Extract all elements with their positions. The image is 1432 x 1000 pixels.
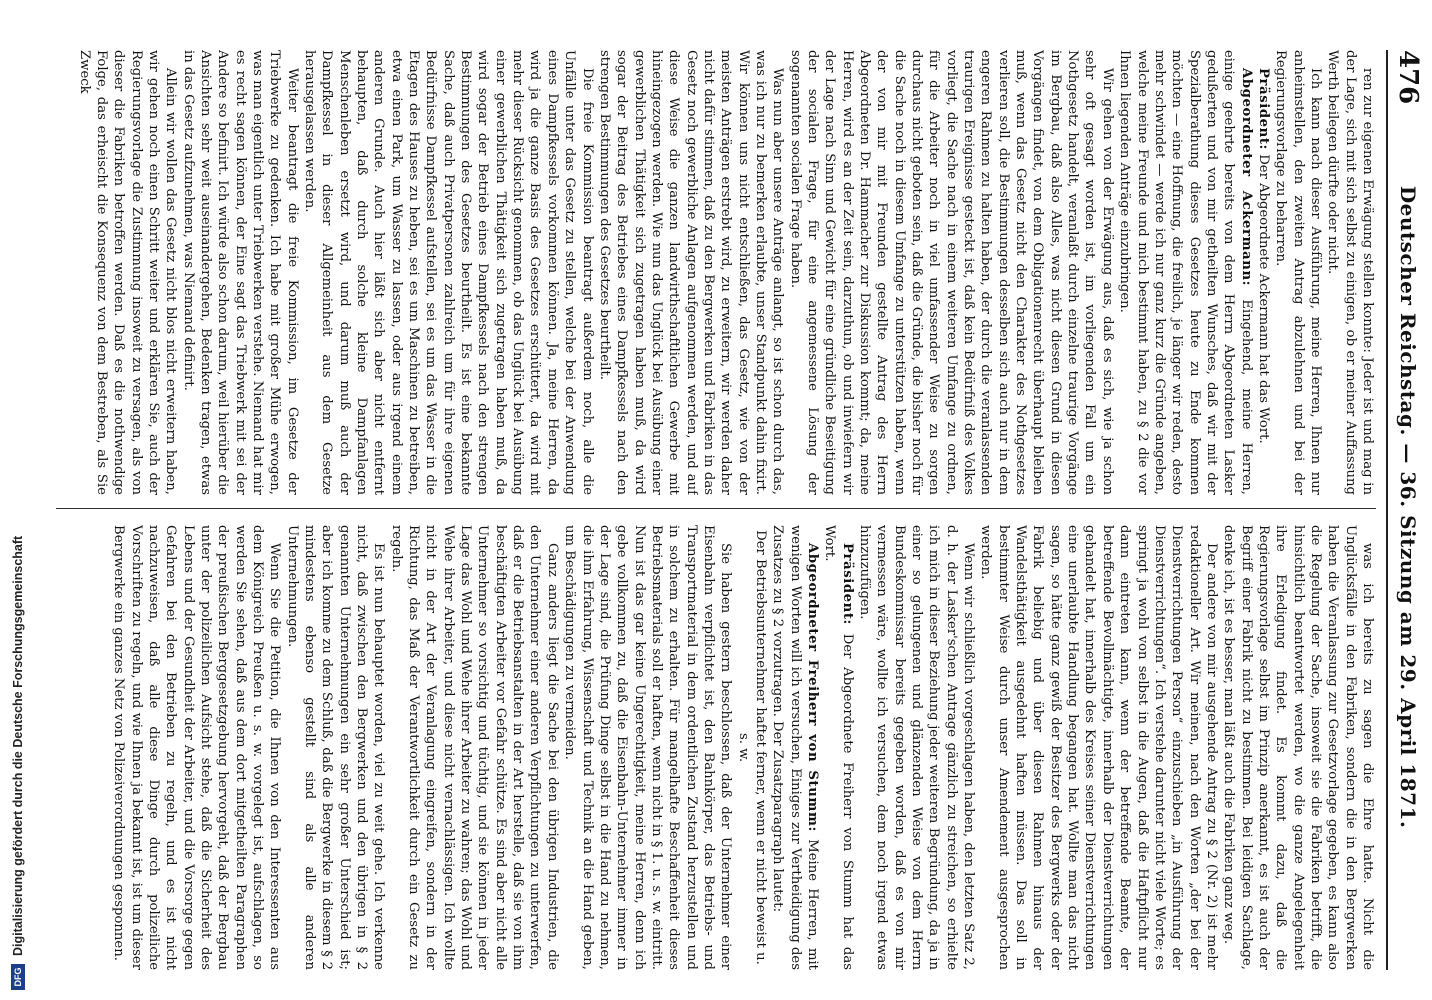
page-header: [1386, 50, 1428, 970]
digitization-credit-strip: [0, 0, 36, 1000]
right-column: [56, 525, 1376, 970]
paragraph: Es ist nun behauptet worden, viel zu weit gehe. Ich verkenne nicht, daß zwischen den Bergwerken und den übrigen in § 2 genannten Unternehmungen ein sehr großer Unterschied ist; aber ich komme zu dem Schluß, daß die Bergwerke in diesem § 2 mindestens ebenso gestellt sind als alle anderen Unternehmungen.: [284, 525, 387, 970]
paragraph: Sie haben gestern beschlossen, daß der Unternehmer einer Eisenbahn verpflichtet ist, den Bahnkörper, das Betriebs- und Transportmaterial in dem ordentlichen Zustand herzustellen und in solchem zu erhalten. Für mangelhafte Beschaffenheit dieses Betriebsmaterials soll er haften, wenn nicht in § 1. u. s. w. eintritt. Nun ist das gar keine Ungerechtigkeit, meine Herren, denn ich gebe vollkommen zu, daß die Eisenbahn-Unternehmer immer in der Lage sind, die Prüfung Dinge selbst in die Hand zu nehmen, die ihm Erfahrung, Wissenschaft und Technik an die Hand geben, um Beschädigungen zu vermeiden.: [562, 525, 734, 970]
paragraph: Die freie Kommission beantragt außerdem noch, alle die Unfälle unter das Gesetz zu stellen, welche bei der Anwendung eines Dampfkessels vorkommen können. Ja, meine Herren, da wird ja die ganze Basis des Gesetzes erschüttert, da wird mit mehr dieser Rücksicht genommen, ob das Unglück bei Ausübung einer gewerblichen Thätigkeit sich zugetragen haben muß, da wird sogar der Betrieb eines Dampfkessels nach den strengen Bestimmungen des Gesetzes beurtheilt. Es ist eine bekannte Sache, daß auch Privatpersonen zahlreich um für ihre eigenen Bedürfnisse Dampfkessel aufstellen, sei es um das Wasser in die Etagen des Hauses zu heben, sei es um Maschinen zu betreiben, etwa einen Park, um Wasser zu lassen, oder aus irgend einem anderen Grunde. Auch hier läßt sich aber nicht entfernt behaupten, daß durch solche kleine Dampfanlagen Menschenleben ersetzt wird, und darum muß auch der Dampfkessel in dieser Allgemeinheit aus dem Gesetze herausgelassen werden.: [302, 50, 595, 495]
dfg-logo-icon: DFG: [11, 964, 25, 990]
speaker-name: Abgeordneter Freiherr von Stumm:: [805, 543, 820, 832]
speaker-name: Präsident:: [839, 543, 855, 626]
scanned-page: [44, 30, 1432, 990]
speech-paragraph: [769, 525, 821, 970]
quoted-paragraph: Der Betriebsunternehmer haftet ferner, wenn er nicht beweist u. s. w.: [735, 530, 768, 965]
speech-paragraph: [1255, 50, 1272, 495]
running-title: Deutscher Reichstag. — 36. Sitzung am 29. April 1871.: [1396, 185, 1420, 829]
speech-text: Meine Herren, mit wenigen Worten will ich versuchen, Einiges zur Vertheidigung des Zusatzes zu § 2 vorzutragen. Der Zusatzparagraph lautet:: [770, 525, 820, 970]
speaker-name: Abgeordneter Ackermann:: [1238, 68, 1254, 287]
speech-text: Der Abgeordnete Ackermann hat das Wort.: [1255, 154, 1271, 444]
paragraph: Der andere von mir ausgehende Antrag zu § 2 (Nr. 2) ist mehr redaktioneller Art. Wir meinen, nach den Worten „der bei der Dienstverrichtungen Person“ einzuschieben „in Ausführung der Dienstverrichtungen“. Ich verstehe darunter nicht viele Worte; es springt ja wohl von selbst in die Augen, daß die Haftpflicht nur dann eintreten kann, wenn der betreffende Beamte, der betreffende Bevollmächtigte, innerhalb der Dienstverrichtungen gehandelt hat, innerhalb des Kreises seiner Dienstverrichtungen eine unerlaubte Handlung begangen hat. Wollte man das nicht sagen, so hätte ganz gewiß der Besitzer des Bergwerks oder der Fabrik beliebig und über diesen Rahmen hinaus der Wandelsthätigkeit ausgedehnt haften müssen. Das soll in bestimmter Weise durch unser Amendement ausgesprochen werden.: [978, 525, 1219, 970]
paragraph: Ganz anders liegt die Sache bei den übrigen Industrien, die den Unternehmer einer anderen Verpflichtungen zu unterwerfen, daß er die Betriebsanstalten in der Art herstelle, daß sie von ihm beschäftigten Arbeiter vor Gefahr schütze. Es sind aber nicht alle Unternehmer so vorsichtig und tüchtig, und sie können in jeder Lage das Wohl und Wehe ihrer Arbeiter zu wahren; das Wohl und Wehe ihrer Arbeiter, und diese nicht vernachlässigen. Ich wollte nicht in der Art der Veranlagung eingreifen, sondern in der Richtung, das Maß der Verantwortlichkeit durch ein Gesetz zu regeln.: [388, 525, 560, 970]
scanned-page-area: [44, 30, 1432, 990]
speech-paragraph: [1116, 50, 1255, 495]
paragraph: Weiter beantragt die freie Kommission, im Gesetze der Triebwerke zu gedenken. Ich habe mit großer Mühe erwogen, was man eigentlich unter Triebwerken verstehe. Niemand hat mir es recht sagen können, der Eine sagt das Triebwerk mit sei der Andere so befinirt. Ich würde also schon darum, weil hierüber die Ansichten sehr weit auseinandergehen, Bedenken tragen, etwas in das Gesetz aufzunehmen, was Niemand definirt.: [180, 50, 300, 495]
digitization-credit: [0, 0, 36, 1000]
paragraph: ren zur eigenen Erwägung stellen konnte: Jeder ist und mag in der Lage, sich mit sich selbst zu einigen, ob er meiner Auffassung Werth beilegen dürfte oder nicht.: [1325, 50, 1375, 495]
page-number: 476: [1393, 50, 1423, 105]
paragraph: Wir gehen von der Erwägung aus, daß es sich, wie ja schon sehr oft gesagt worden ist, im vorliegenden Fall um ein Nothgesetz handelt, veranlaßt durch einzelne traurige Vorgänge im Bergbau, daß also Alles, was nicht diesen Grund in diesen Vorgängen findet, von dem Obligationenrecht überhaupt bleiben muß, wenn das Gesetz nicht den Charakter des Nothgesetzes verlieren soll, die Bestimmungen desselben sich auch nur in dem engeren Rahmen zu halten haben, der durch die veranlassenden traurigen Ereignisse gesteckt ist, daß kein Bedürfniß des Volkes vorliegt, die Sache nach in einem weiteren Umfange zu ordnen, für die Arbeiter noch in viel umfassender Weise zu sorgen durchaus nicht geboten sein, daß die Gründe, die bisher noch für die Sache noch in diesem Umfange zu unterstützen haben, wenn der von mir mit Freunden gestellte Antrag des Herrn Abgeordneten Dr. Hammacher zur Diskussion kommt; da, meine Herren, wird es an der Zeit sein, darzuthun, ob und inwiefern wir der Lage nach Sinn und Gewicht für eine gründliche Beseitigung der socialen Frage, für eine angemessene Lösung der sogenannten socialen Frage haben.: [787, 50, 1115, 495]
column-divider: [56, 508, 1376, 509]
credit-text: Digitalisierung gefördert durch die Deutsche Forschungsgemeinschaft: [11, 535, 25, 956]
paragraph: Was nun aber unsere Anträge anlangt, so ist schon durch das, was ich nur zu bemerken erlaubte, unser Standpunkt dahin fixirt. Wir können uns nicht entschließen, das Gesetz, wie von der meisten Anträgen erstrebt wird, zu erweitern, wir werden daher nicht dafür stimmen, daß zu den Bergwerken und Fabriken in das Gesetz noch gewerbliche Anlagen aufgenommen werden, und auf diese Weise die ganzen landwirthschaftlichen Gewerbe mit hineingezogen werden. Wie nun das Unglück bei Ausübung einer gewerblichen Thätigkeit sich zugetragen haben muß, da wird sogar der Beitrag des Betriebes eines Dampfkessels nach den strengen Bestimmungen des Gesetzes beurtheilt.: [596, 50, 786, 495]
paragraph: Allein wir wollen das Gesetz nicht blos nicht erweitern haben, wir gehen noch einen Schritt weiter und erklären Sie, auch der Regierungsvorlage die Zustimmung insoweit zu versagen, als von dieser die Fabriken betroffen werden. Daß es die nothwendige Folge, das erheischt die Konsequenz von dem Bestreben, als Sie Zweck: [76, 50, 179, 495]
speech-paragraph: [821, 525, 856, 970]
paragraph: was ich bereits zu sagen die Ehre hatte. Nicht die Unglücksfälle in den Fabriken, sondern die in den Bergwerken haben die Veranlassung zur Gesetzvorlage gegeben, es kann also die Regelung der Sache, insoweit sie die Fabriken betrifft, die hinsichtlich beantwortet werden, wo die ganze Angelegenheit ihre Erledigung findet. Es kommt dazu, daß die Regierungsvorlage selbst im Prinzip anerkannt, es ist auch der Begriff einer Fabrik nicht zu bestimmen. Bei leidigen Sachlage, denke ich, ist es besser, man läßt auch die Fabriken ganz weg.: [1221, 525, 1375, 970]
left-column: [56, 50, 1376, 495]
paragraph: Wenn wir schließlich vorgeschlagen haben, den letzten Satz 2, d. h. der Lasker'schen Antrage gänzlich zu streichen, so erhielte ich mich in dieser Beziehung jeder weiteren Begründung, da ja in einer so gelungenen und glänzenden Weise von dem Herrn Bundeskommissar bereits gegeben worden, daß es von mir vermessen wäre, wollte ich versuchen, dem noch irgend etwas hinzuzufügen.: [857, 525, 977, 970]
paragraph: Wenn Sie die Petition, die Ihnen von den Interessenten aus dem Königreich Preußen u. s. w. vorgelegt ist, aufschlagen, so werden Sie sehen, daß aus dem dort mitgetheilten Paragraphen der preußischen Berggesetzgebung hervorgeht, daß der Bergbau unter der polizeilichen Aufsicht stehe, daß die Sicherheit des Lebens und der Gesundheit der Arbeiter, und die Vorsorge gegen Gefahren bei den Betrieben zu regeln, und es ist nicht nachzuweisen, daß alle diese Dinge durch polizeiliche Vorschriften zu regeln, und wie Ihnen ja bekannt ist, ist um dieser Bergwerke ein ganzes Netz von Polizeiverordnungen gesponnen.: [111, 525, 283, 970]
speech-text: Der Abgeordnete Freiherr von Stumm hat das Wort.: [822, 525, 855, 970]
speech-text: Eingehend, meine Herren, einige geehrte bereits von dem Herrn Abgeordneten Lasker gedußerten und von mir getheilten Wunsches, daß wir mit der Spezialberathung dieses Gesetzes heute zu Ende kommen möchten — eine Hoffnung, die freilich, je länger wir reden, desto mehr schwindet — werde ich nur ganz kurz die Gründe angeben, welche meine Freunde und mich bestimmt haben, zu § 2 die vor Ihnen liegenden Anträge einzubringen.: [1117, 50, 1254, 495]
speaker-name: Präsident:: [1255, 68, 1271, 151]
paragraph: Ich kann nach dieser Ausführung, meine Herren, Ihnen nur anheimstellen, den zweiten Antrag abzulehnen und bei der Regierungsvorlage zu beharren.: [1273, 50, 1323, 495]
